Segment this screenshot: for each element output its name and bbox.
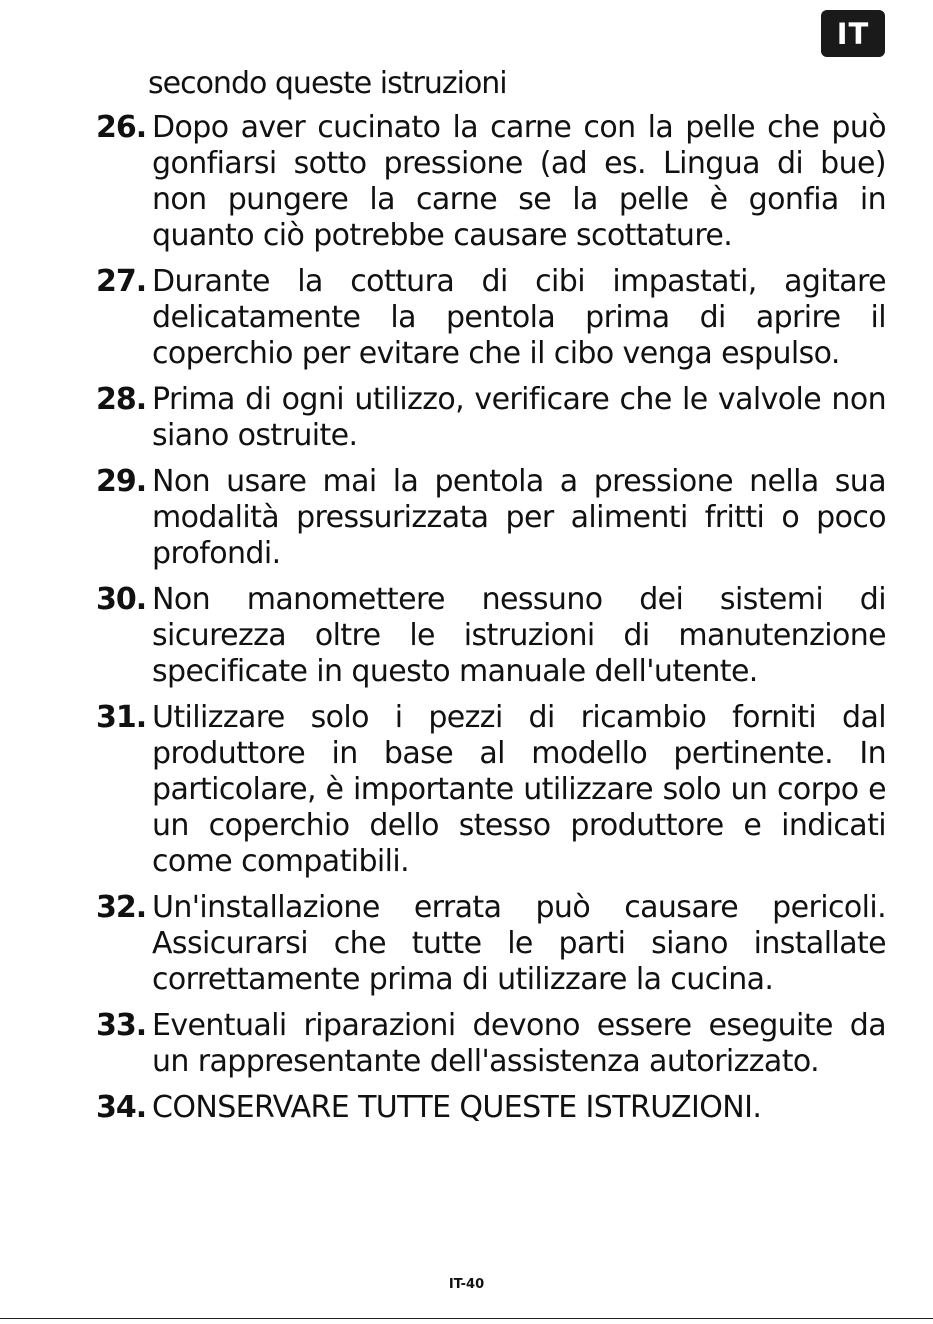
page-divider <box>0 1318 933 1319</box>
item-text: Prima di ogni utilizzo, verificare che le valvole non siano ostruite. <box>152 382 886 453</box>
item-number: 30. <box>96 582 147 617</box>
list-item <box>96 464 886 572</box>
item-text: Non usare mai la pentola a pressione nella sua modalità pressurizzata per alimenti fritti o poco profondi. <box>152 464 886 571</box>
item-text: Un'installazione errata può causare pericoli. Assicurarsi che tutte le parti siano installate correttamente prima di utilizzare la cucina. <box>152 890 886 997</box>
item-number: 26. <box>96 110 147 145</box>
list-item <box>96 1008 886 1080</box>
item-number: 31. <box>96 700 147 735</box>
list-item <box>96 1090 886 1126</box>
item-number: 27. <box>96 264 147 299</box>
item-text: Eventuali riparazioni devono essere eseguite da un rappresentante dell'assistenza autorizzato. <box>152 1008 886 1079</box>
item-number: 32. <box>96 890 147 925</box>
item-number: 33. <box>96 1008 147 1043</box>
language-badge: IT <box>821 10 885 57</box>
list-item <box>96 890 886 998</box>
item-number: 28. <box>96 382 147 417</box>
item-number: 34. <box>96 1090 147 1125</box>
item-text: Dopo aver cucinato la carne con la pelle che può gonfiarsi sotto pressione (ad es. Lingua di bue) non pungere la carne se la pelle è gonfia in quanto ciò potrebbe causare scottature. <box>152 110 886 253</box>
list-item <box>96 382 886 454</box>
page-number: IT-40 <box>448 1277 485 1292</box>
item-number: 29. <box>96 464 147 499</box>
list-item <box>96 700 886 880</box>
item-text: Non manomettere nessuno dei sistemi di sicurezza oltre le istruzioni di manutenzione specificate in questo manuale dell'utente. <box>152 582 886 689</box>
list-item <box>96 264 886 372</box>
item-text: CONSERVARE TUTTE QUESTE ISTRUZIONI. <box>152 1090 762 1125</box>
continuation-text: secondo queste istruzioni <box>148 66 507 101</box>
list-item <box>96 110 886 254</box>
item-text: Utilizzare solo i pezzi di ricambio forniti dal produttore in base al modello pertinente. In particolare, è importante utilizzare solo un corpo e un coperchio dello stesso produttore e indicati come compatibili. <box>152 700 886 879</box>
item-text: Durante la cottura di cibi impastati, agitare delicatamente la pentola prima di aprire il coperchio per evitare che il cibo venga espulso. <box>152 264 886 371</box>
list-item <box>96 582 886 690</box>
instructions-list <box>96 66 886 1136</box>
